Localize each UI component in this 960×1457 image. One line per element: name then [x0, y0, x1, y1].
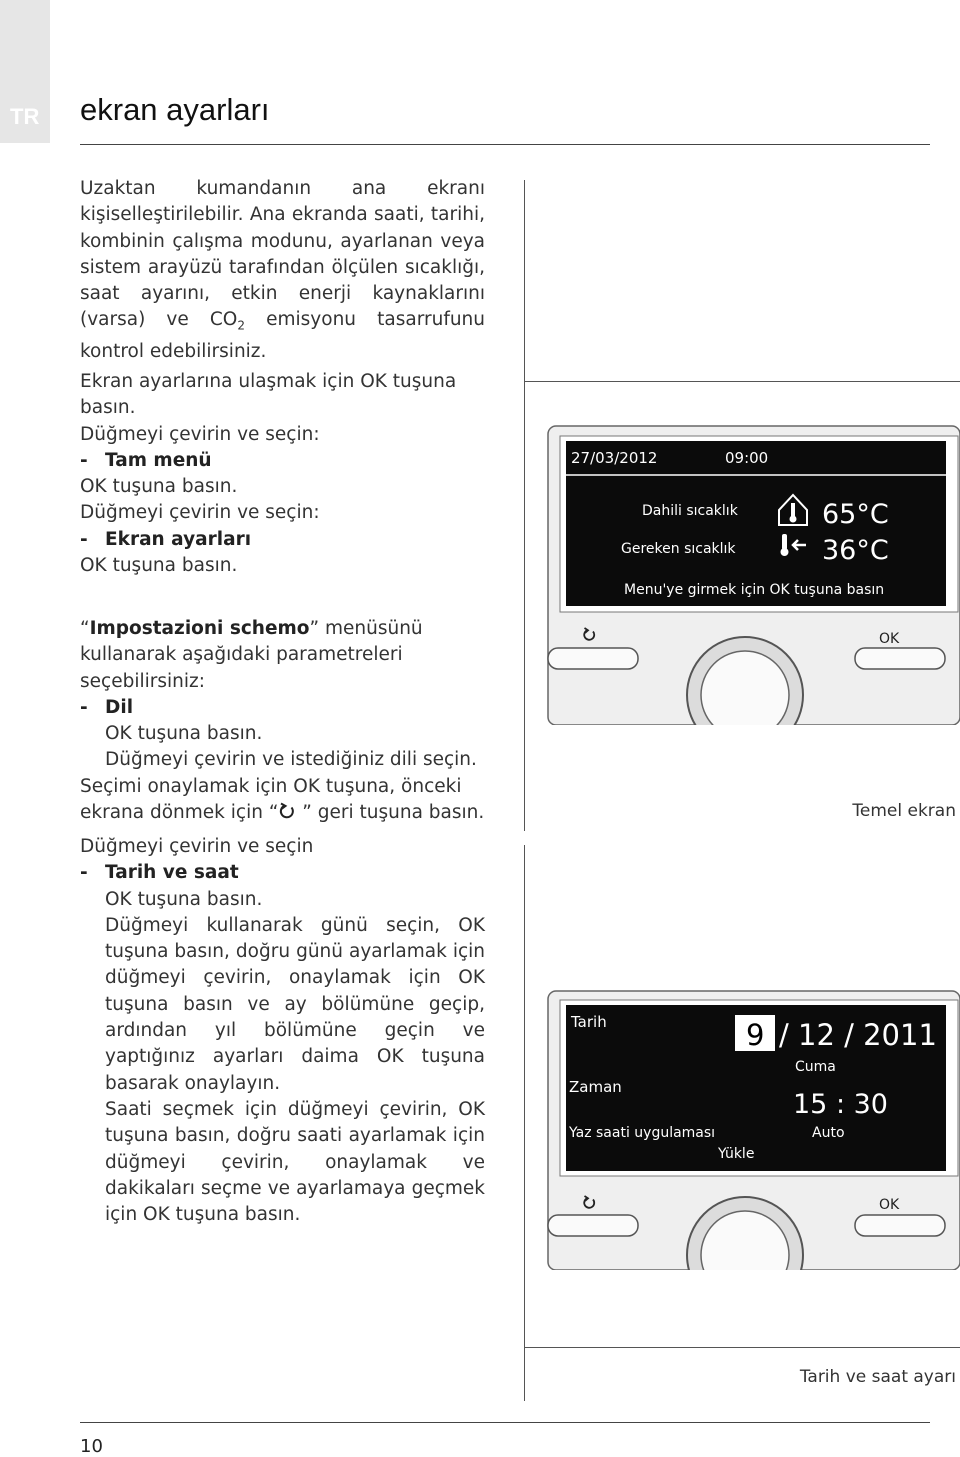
- ok-label: OK: [879, 1197, 900, 1213]
- device-date-time-screen: [525, 965, 960, 1270]
- confirm-text-a: Seçimi onaylamak için OK tuşuna, önceki ekrana dönmek için “: [80, 775, 462, 824]
- language-tab: [0, 0, 50, 143]
- confirm-text: [80, 774, 485, 827]
- page-number: 10: [80, 1436, 103, 1457]
- language-code: TR: [10, 104, 40, 129]
- datetime-step-1: OK tuşuna basın.: [105, 888, 263, 910]
- time-label: Zaman: [569, 1078, 622, 1096]
- weekday: Cuma: [795, 1059, 836, 1075]
- intro-text: Uzaktan kumandanın ana ekranı kişiselleştirilebilir. Ana ekranda saati, tarihi, kombinin çalışma modunu, ayarlanan veya sistem arayüzü tarafından ölçülen sıcaklığı, saat ayarını, etkin enerji kaynaklarını (varsa) ve CO: [80, 178, 485, 331]
- device-main-screen: [525, 395, 960, 725]
- datetime-step-3: Saati seçmek için düğmeyi çevirin, OK tuşuna basın, doğru saati ayarlamak için düğmeyi çevirin, onaylamak ve dakikaları seçme ve ayarlamaya geçmek için OK tuşuna basın.: [105, 1098, 485, 1226]
- figure2-frame-bottom: [524, 1347, 960, 1348]
- screen-settings-label: Ekran ayarları: [105, 528, 252, 550]
- back-button[interactable]: [548, 1215, 638, 1236]
- quote-open: “: [80, 618, 90, 639]
- language-label: Dil: [105, 696, 134, 718]
- back-icon: [278, 802, 296, 820]
- load-label: Yükle: [718, 1146, 755, 1162]
- indoor-temp-label: Dahili sıcaklık: [642, 503, 738, 519]
- datetime-turn-select: Düğmeyi çevirin ve seçin: [80, 836, 314, 857]
- language-item: - Dil: [80, 696, 134, 718]
- quote-close: ”: [309, 618, 320, 639]
- step-press-ok: OK tuşuna basın.: [80, 476, 238, 498]
- datetime-label: Tarih ve saat: [105, 862, 239, 884]
- screen1-time: 09:00: [725, 449, 769, 467]
- footer-rule: [80, 1422, 930, 1423]
- menu-hint: Menu'ye girmek için OK tuşuna basın: [624, 582, 885, 598]
- datetime-item: - Tarih ve saat: [80, 862, 239, 884]
- page-title: ekran ayarları: [80, 92, 270, 127]
- step-turn-select-2: Düğmeyi çevirin ve seçin:: [80, 502, 320, 524]
- screen1-date: 27/03/2012: [571, 449, 658, 467]
- step-open-menu: Ekran ayarlarına ulaşmak için OK tuşuna basın.: [80, 371, 457, 419]
- header-rule: [80, 144, 930, 145]
- figure2-caption: Tarih ve saat ayarı: [799, 1367, 956, 1387]
- back-button[interactable]: [548, 648, 638, 669]
- datetime-block: [80, 834, 485, 1228]
- ok-button[interactable]: [855, 648, 945, 669]
- month-year-value: / 12 / 2011: [779, 1018, 937, 1052]
- dst-label: Yaz saati uygulaması: [569, 1125, 716, 1141]
- intro-paragraph: [80, 176, 485, 366]
- step-full-menu: - Tam menü: [80, 449, 212, 471]
- co2-subscript: 2: [237, 319, 245, 334]
- step-turn-select: Düğmeyi çevirin ve seçin:: [80, 423, 320, 445]
- menu-name: Impostazioni schemo: [89, 618, 310, 639]
- steps-block: [80, 369, 485, 579]
- datetime-step-2: Düğmeyi kullanarak günü seçin, OK tuşuna basın, doğru günü ayarlamak için düğmeyi çevirin, onaylamak için OK tuşuna basın ve ay bölümüne geçip, ardından yıl bölümüne geçin ve yaptığınız ayarları daima OK tuşuna basarak onaylayın.: [105, 914, 485, 1094]
- date-label: Tarih: [571, 1013, 607, 1031]
- language-step-1: OK tuşuna basın.: [105, 723, 263, 745]
- ok-button[interactable]: [855, 1215, 945, 1236]
- figure1-frame-top: [524, 381, 960, 382]
- confirm-text-b: ” geri tuşuna basın.: [296, 802, 485, 824]
- figure1-caption: Temel ekran: [852, 801, 956, 821]
- indoor-temp-value: 65°C: [822, 499, 889, 530]
- full-menu-label: Tam menü: [105, 449, 212, 471]
- required-temp-label: Gereken sıcaklık: [621, 541, 736, 557]
- day-value: 9: [746, 1018, 765, 1052]
- required-temp-value: 36°C: [822, 535, 889, 566]
- menu-block: [80, 616, 485, 826]
- time-value: 15 : 30: [793, 1089, 888, 1120]
- dst-value: Auto: [812, 1125, 845, 1141]
- ok-label: OK: [879, 631, 900, 647]
- language-step-2: Düğmeyi çevirin ve istediğiniz dili seçin.: [105, 749, 477, 771]
- step-screen-settings: - Ekran ayarları: [80, 528, 252, 550]
- menu-intro-text: menüsünü kullanarak aşağıdaki parametreleri seçebilirsiniz:: [80, 618, 423, 692]
- step-press-ok-2: OK tuşuna basın.: [80, 555, 238, 577]
- menu-intro: [80, 616, 485, 695]
- intro-text-end: emisyonu tasarrufunu kontrol edebilirsiniz.: [80, 309, 486, 363]
